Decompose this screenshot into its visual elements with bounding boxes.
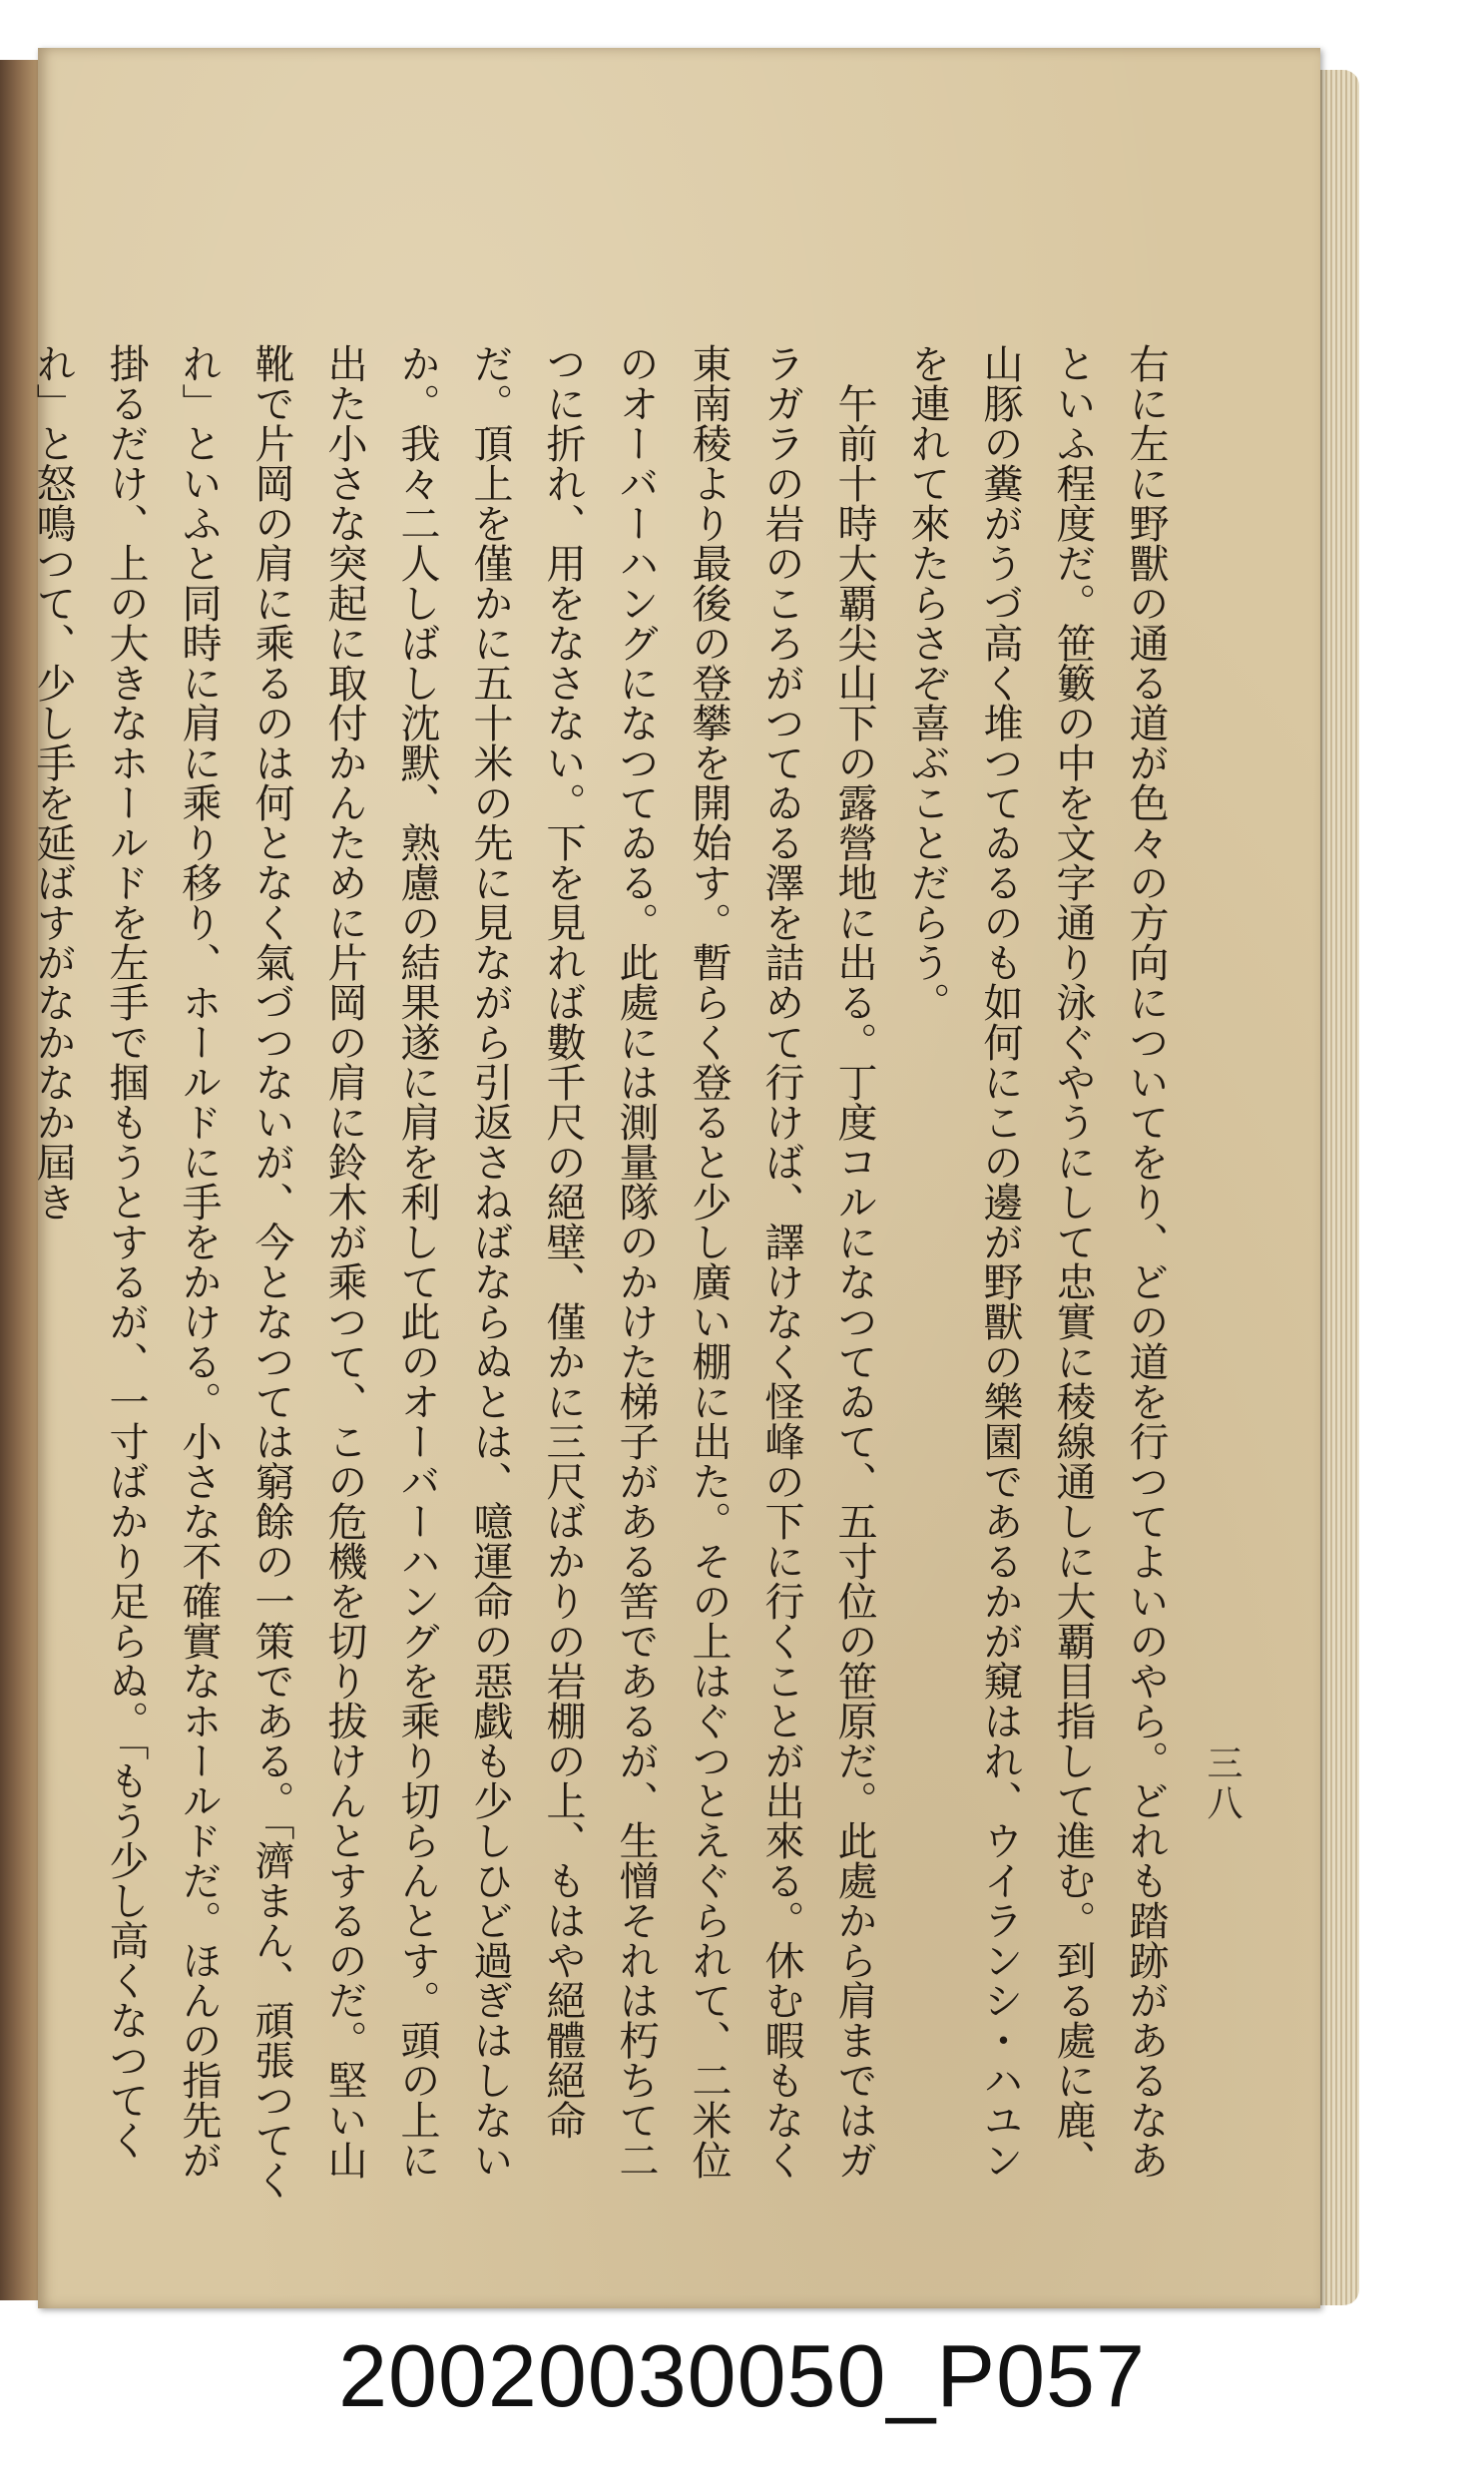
book-page (30, 48, 1320, 2308)
scanned-page-photo (0, 40, 1367, 2320)
catalog-label: 20020030050_P057 (338, 2326, 1146, 2425)
paragraph: 午前十時大覇尖山下の露營地に出る。丁度コルになつてゐて、五寸位の笹原だ。此處から肩まではガラガラの岩のころがつてゐる澤を詰めて行けば、譯けなく怪峰の下に行くことが出來る。休む暇もなく東南稜より最後の登攀を開始す。暫らく登ると少し廣い棚に出た。その上はぐつとえぐられて、二米位のオーバーハングになつてゐる。此處には測量隊のかけた梯子がある筈であるが、生憎それは朽ちて二つに折れ、用をなさない。下を見れば數千尺の絕壁、僅かに三尺ばかりの岩棚の上、もはや絕體絕命だ。頂上を僅かに五十米の先に見ながら引返さねばならぬとは、噫運命の惡戯も少しひど過ぎはしないか。我々二人しばし沈默、熟慮の結果遂に肩を利して此のオーバーハングを乘り切らんとす。頭の上に出た小さな突起に取付かんために片岡の肩に鈴木が乘つて、この危機を切り拔けんとするのだ。堅い山靴で片岡の肩に乘るのは何となく氣づつないが、今となつては窮餘の一策である。「濟まん、頑張つてくれ」といふと同時に肩に乘り移り、ホールドに手をかける。小さな不確實なホールドだ。ほんの指先が掛るだけ、上の大きなホールドを左手で掴もうとするが、一寸ばかり足らぬ。「もう少し高くなつてくれ」と怒鳴つて、少し手を延ばすがなかなか屆き (30, 343, 877, 2200)
vertical-body-text (30, 343, 1182, 2200)
paragraph: 右に左に野獸の通る道が色々の方向についてをり、どの道を行つてよいのやら。どれも踏跡があるなあといふ程度だ。笹籔の中を文字通り泳ぐやうにして忠實に稜線通しに大覇目指して進む。到る處に鹿、山豚の糞がうづ高く堆つてゐるのも如何にこの邊が野獸の樂園であるかが窺はれ、ウイランシ・ハユンを連れて來たらさぞ喜ぶことだらう。 (904, 343, 1169, 2180)
page-number: 三八 (1202, 1744, 1242, 1824)
